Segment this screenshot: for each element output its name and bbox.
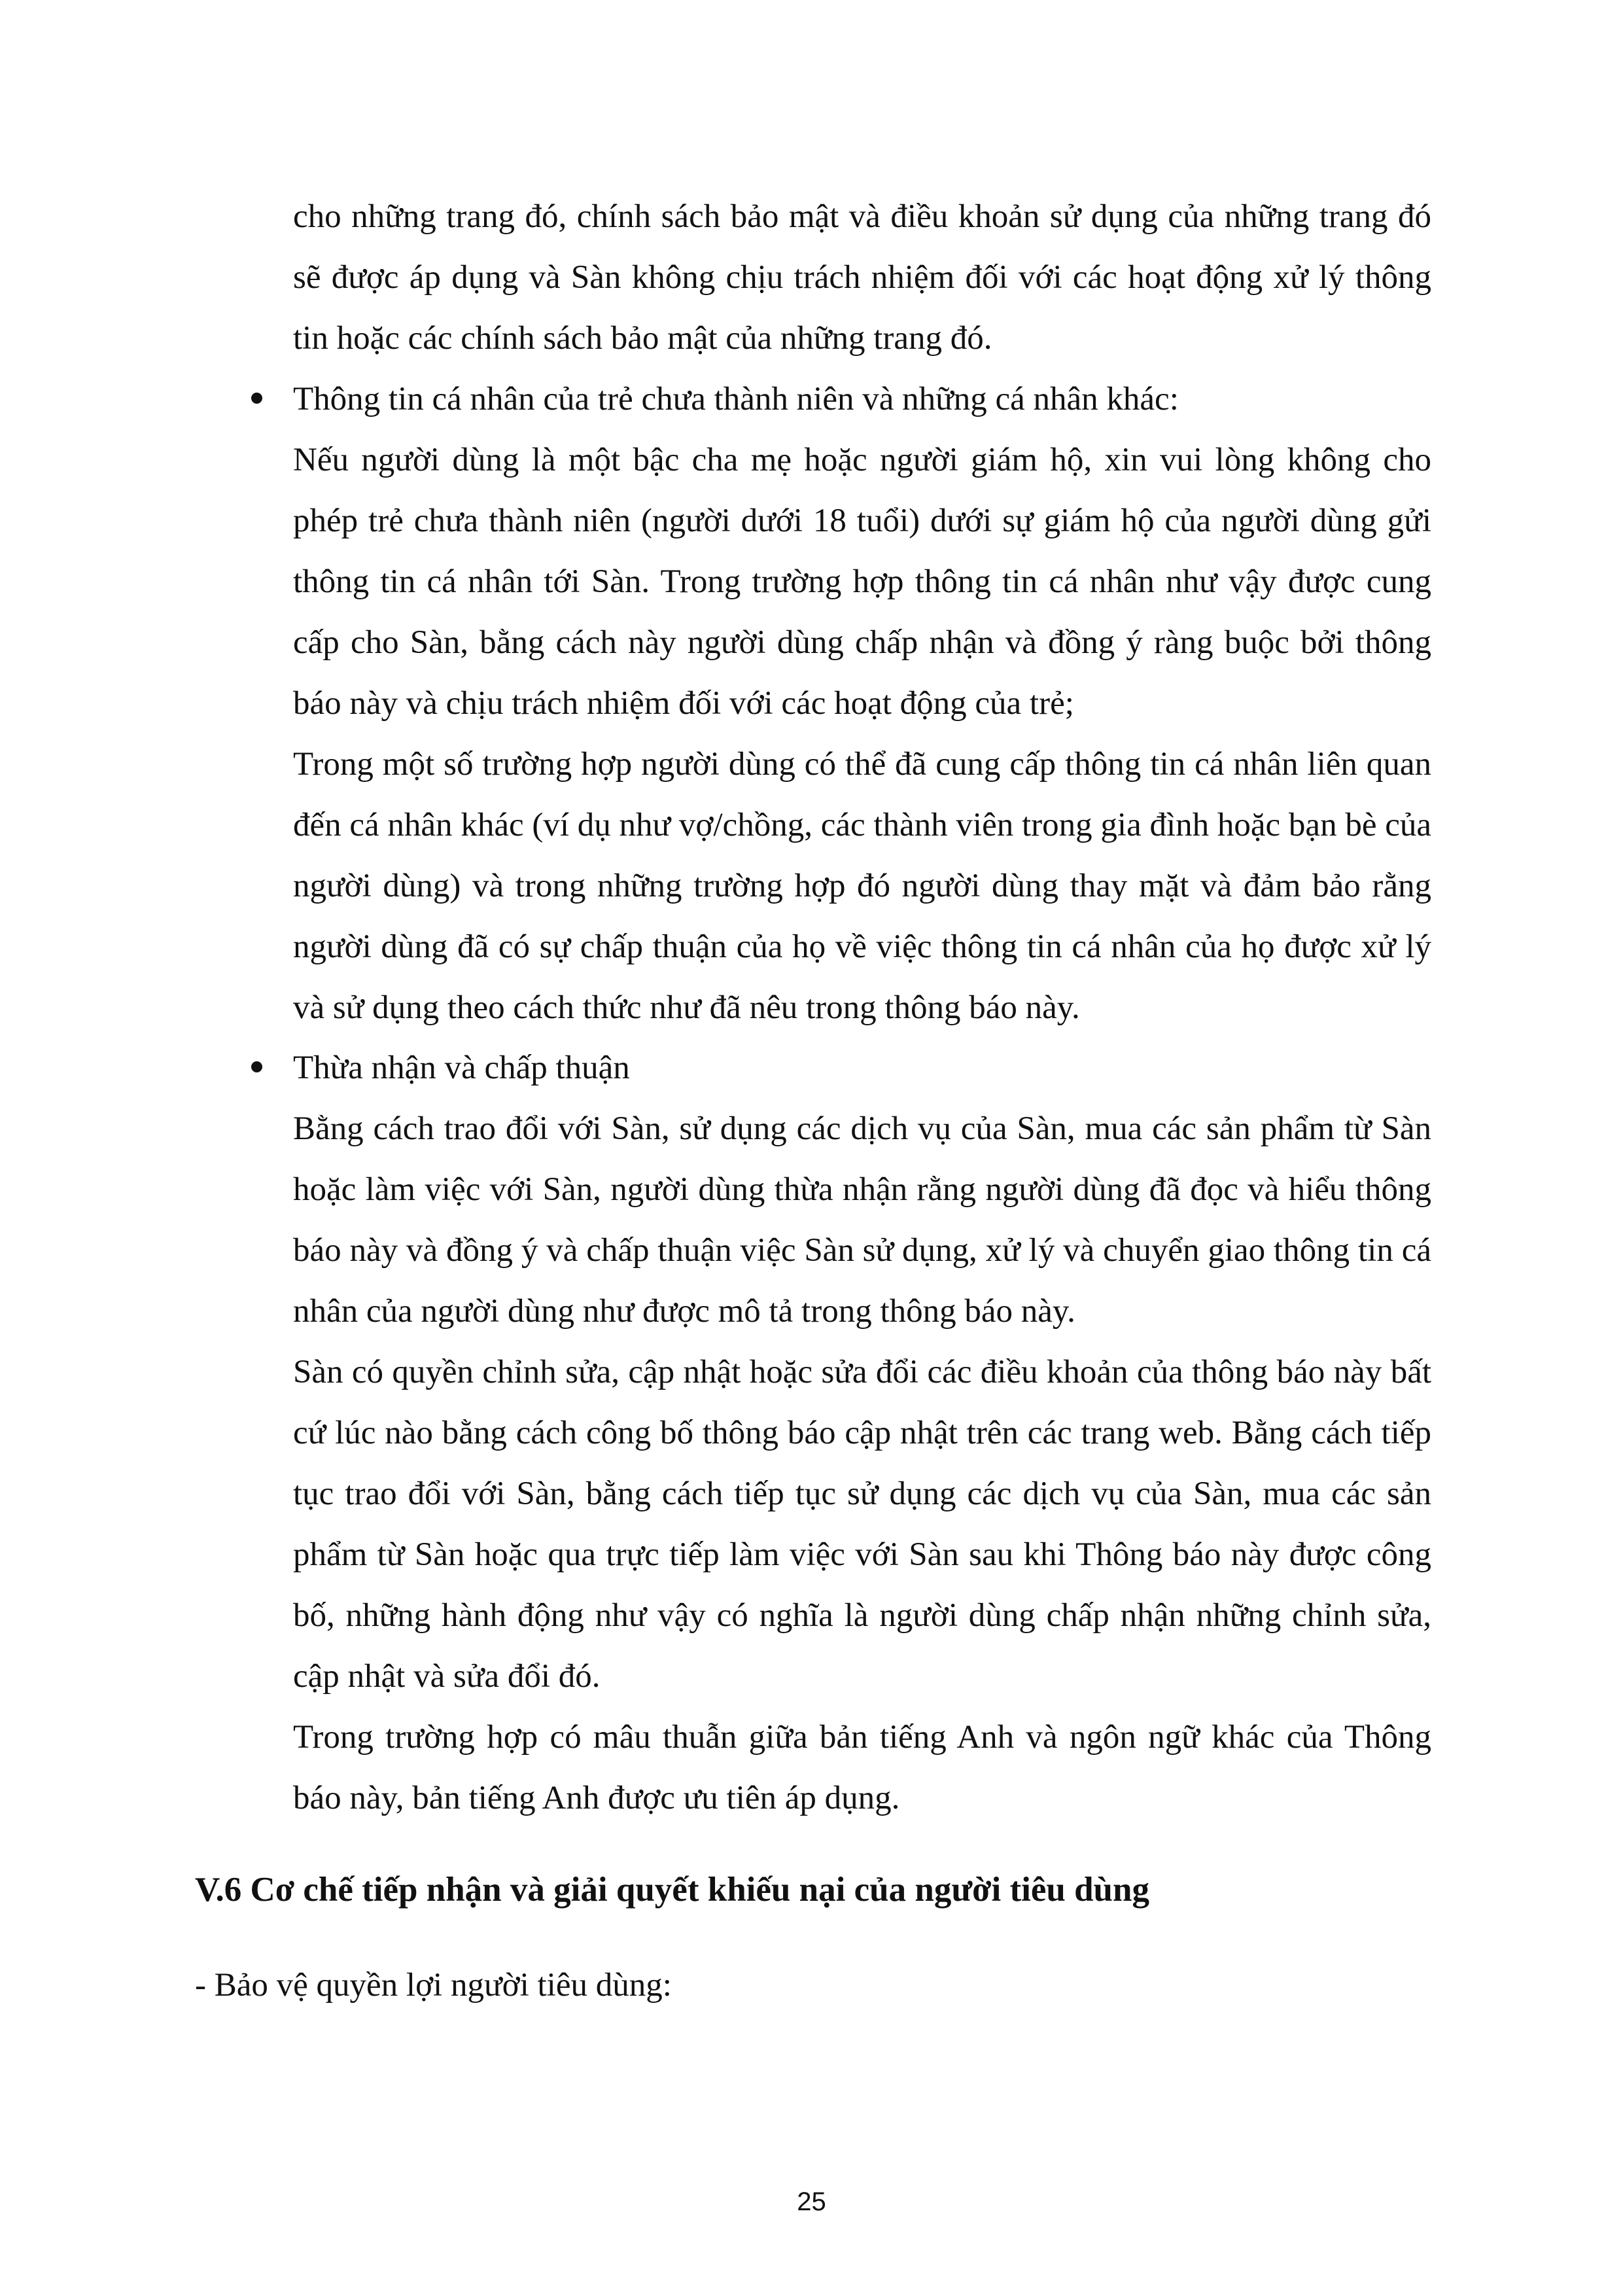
section-heading: V.6 Cơ chế tiếp nhận và giải quyết khiếu nại của người tiêu dùng (195, 1871, 1150, 1909)
paragraph: Sàn có quyền chỉnh sửa, cập nhật hoặc sửa đổi các điều khoản của thông báo này bất cứ lúc nào bằng cách công bố thông báo cập nhật trên các trang web. Bằng cách tiếp tục trao đổi với Sàn, bằng cách tiếp tục sử dụng các dịch vụ của Sàn, mua các sản phẩm từ Sàn hoặc qua trực tiếp làm việc với Sàn sau khi Thông báo này được công bố, những hành động như vậy có nghĩa là người dùng chấp nhận những chỉnh sửa, cập nhật và sửa đổi đó. (293, 1354, 1431, 1695)
paragraph: Bằng cách trao đổi với Sàn, sử dụng các dịch vụ của Sàn, mua các sản phẩm từ Sàn hoặc làm việc với Sàn, người dùng thừa nhận rằng người dùng đã đọc và hiểu thông báo này và đồng ý và chấp thuận việc Sàn sử dụng, xử lý và chuyển giao thông tin cá nhân của người dùng như được mô tả trong thông báo này. (293, 1110, 1431, 1330)
bullet-item-consent (293, 1038, 1431, 1829)
bullet-heading: Thông tin cá nhân của trẻ chưa thành niên và những cá nhân khác: (293, 381, 1179, 417)
continuation-paragraph: cho những trang đó, chính sách bảo mật và điều khoản sử dụng của những trang đó sẽ được áp dụng và Sàn không chịu trách nhiệm đối với các hoạt động xử lý thông tin hoặc các chính sách bảo mật của những trang đó. (293, 198, 1431, 357)
page-number: 25 (797, 2187, 826, 2216)
subsection-line: - Bảo vệ quyền lợi người tiêu dùng: (195, 1967, 672, 2004)
bullet-icon (251, 393, 262, 404)
bullet-heading: Thừa nhận và chấp thuận (293, 1050, 630, 1086)
paragraph: Trong một số trường hợp người dùng có thể đã cung cấp thông tin cá nhân liên quan đến cá nhân khác (ví dụ như vợ/chồng, các thành viên trong gia đình hoặc bạn bè của người dùng) và trong những trường hợp đó người dùng thay mặt và đảm bảo rằng người dùng đã có sự chấp thuận của họ về việc thông tin cá nhân của họ được xử lý và sử dụng theo cách thức như đã nêu trong thông báo này. (293, 746, 1431, 1026)
paragraph: Nếu người dùng là một bậc cha mẹ hoặc người giám hộ, xin vui lòng không cho phép trẻ chưa thành niên (người dưới 18 tuổi) dưới sự giám hộ của người dùng gửi thông tin cá nhân tới Sàn. Trong trường hợp thông tin cá nhân như vậy được cung cấp cho Sàn, bằng cách này người dùng chấp nhận và đồng ý ràng buộc bởi thông báo này và chịu trách nhiệm đối với các hoạt động của trẻ; (293, 442, 1431, 722)
paragraph: Trong trường hợp có mâu thuẫn giữa bản tiếng Anh và ngôn ngữ khác của Thông báo này, bản tiếng Anh được ưu tiên áp dụng. (293, 1719, 1431, 1816)
bullet-item-minors (293, 369, 1431, 1038)
bullet-icon (251, 1061, 262, 1072)
